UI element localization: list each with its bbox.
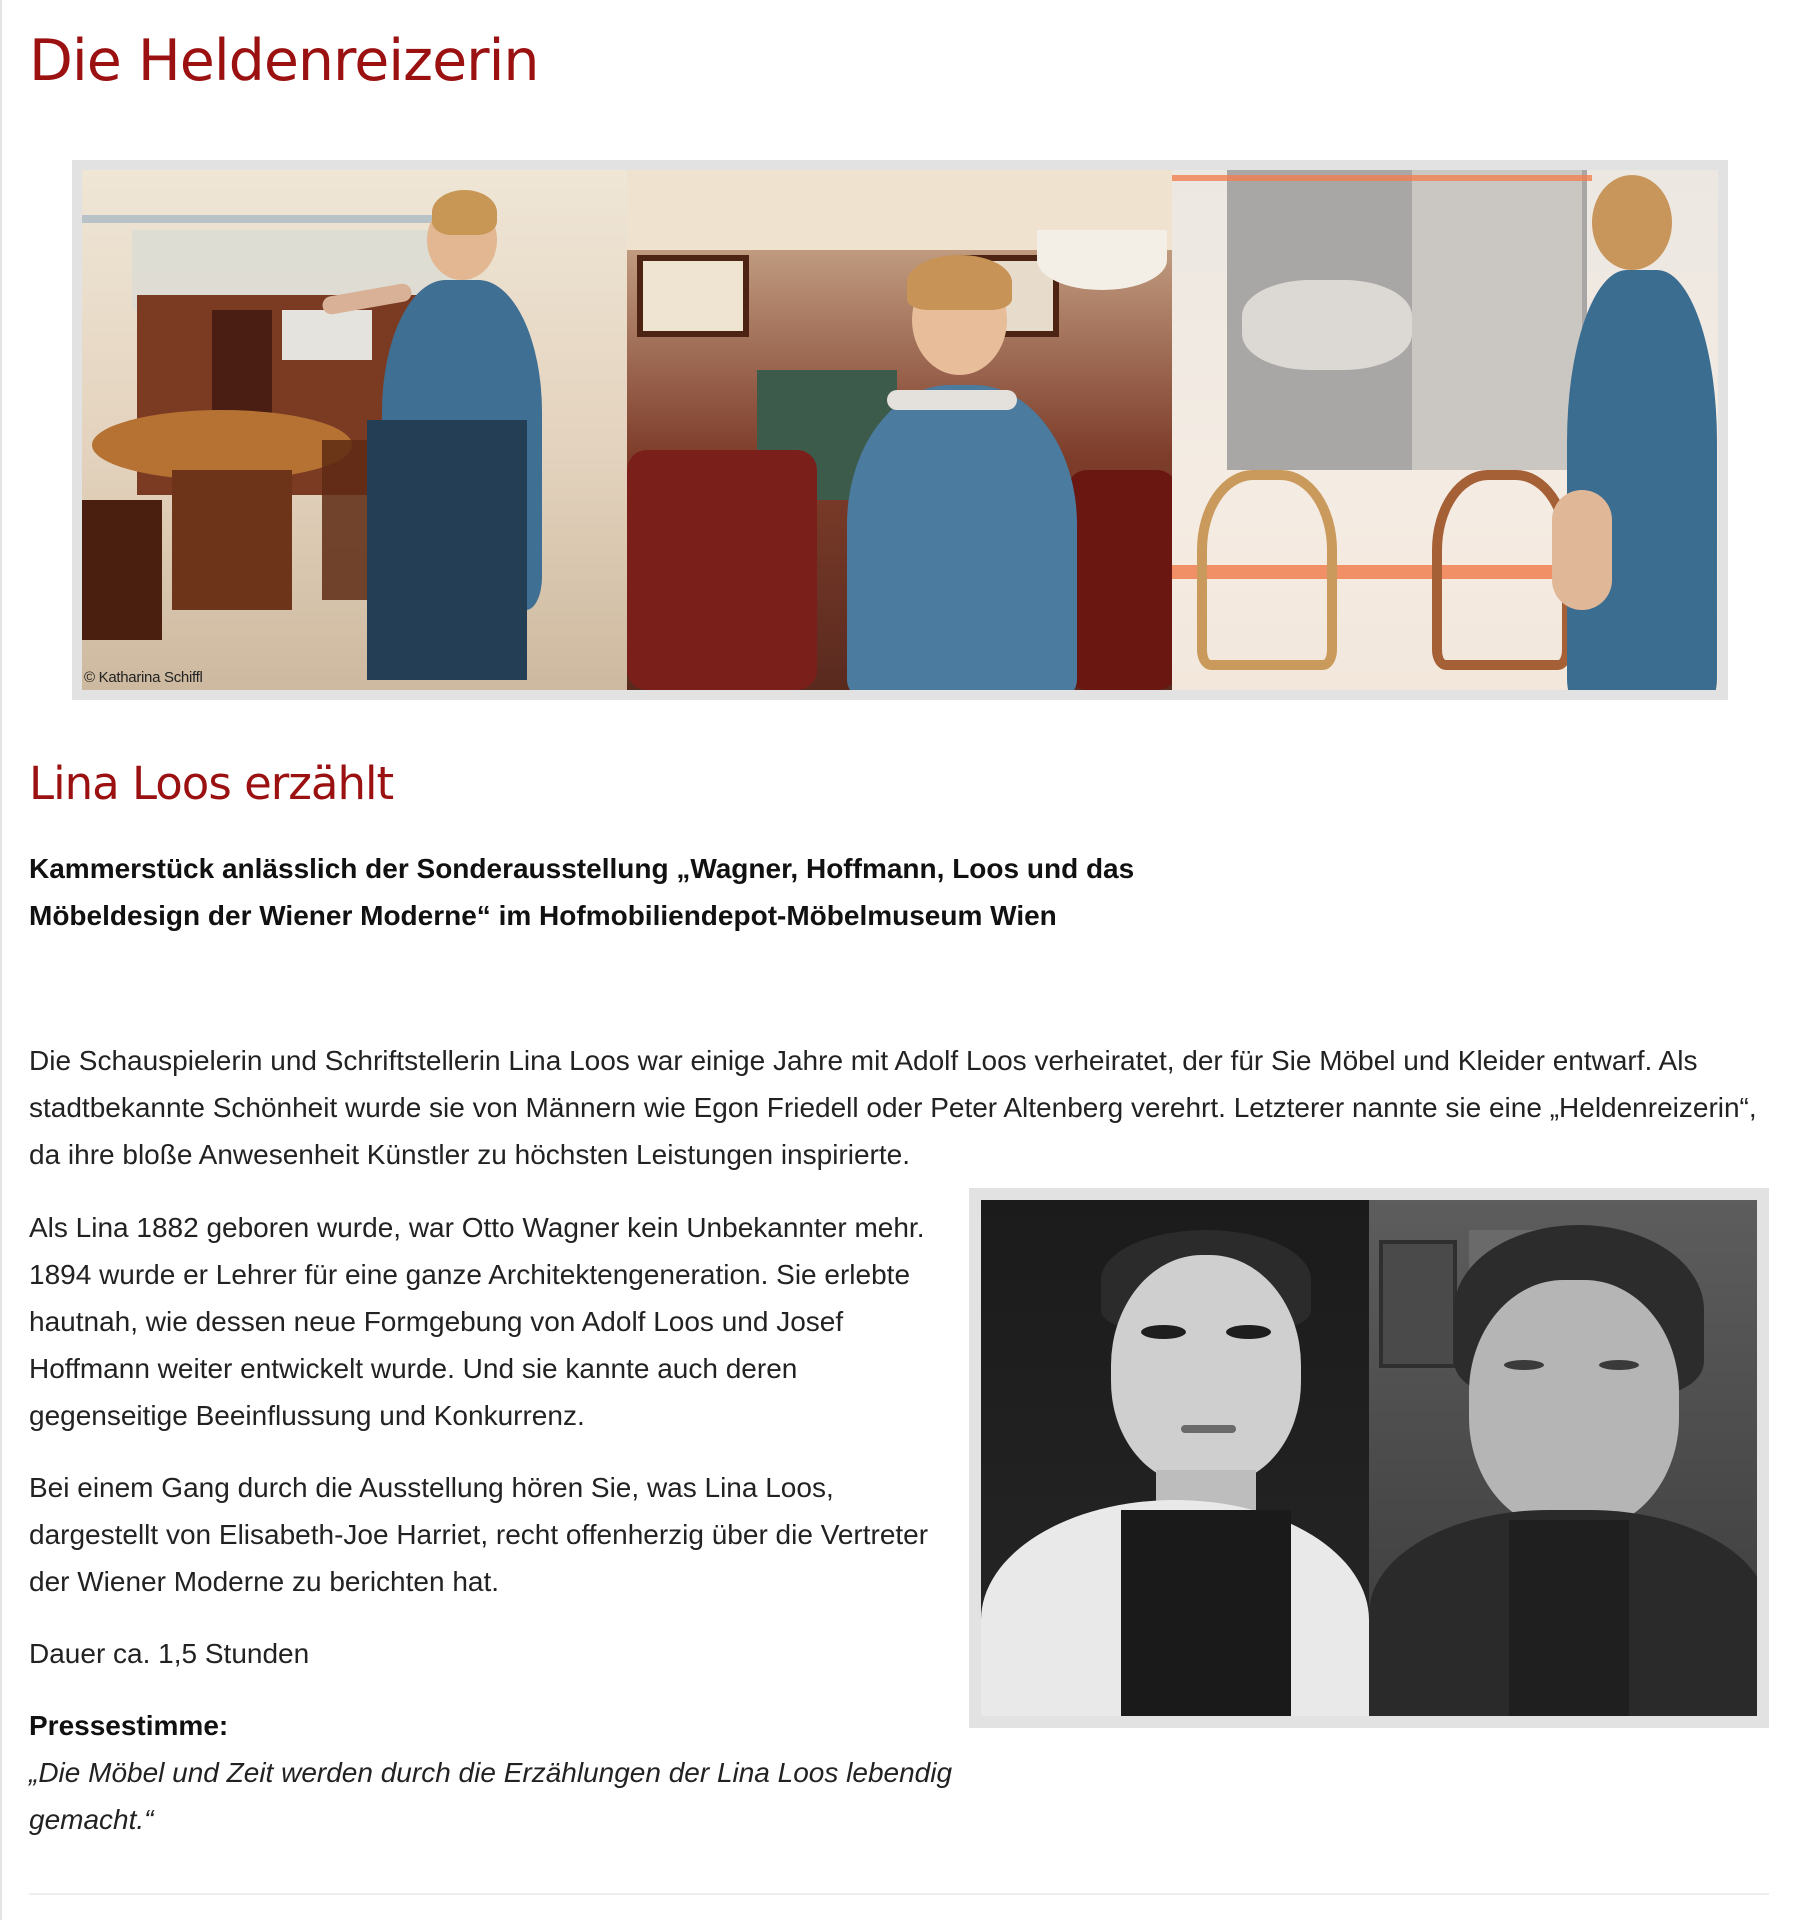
divider: [29, 1893, 1769, 1895]
page-title: Die Heldenreizerin: [29, 28, 539, 94]
banner-image: [72, 160, 1728, 700]
press-label: Pressestimme:: [29, 1710, 229, 1741]
section-title: Lina Loos erzählt: [29, 757, 394, 810]
press-quote: „Die Möbel und Zeit werden durch die Erzählungen der Lina Loos lebendig gemacht.“: [29, 1757, 953, 1835]
paragraph-duration: Dauer ca. 1,5 Stunden: [29, 1638, 310, 1669]
paragraph-wagner: Als Lina 1882 geboren wurde, war Otto Wagner kein Unbekannter mehr. 1894 wurde er Lehrer für eine ganze Architektengeneration. Sie erlebte hautnah, wie dessen neue Formgebung von Adolf Loos und Josef Hoffmann weiter entwickelt wurde. Und sie kannte auch deren gegenseitige Beeinflussung und Konkurrenz.: [29, 1212, 925, 1431]
photo-credit: © Katharina Schiffl: [84, 669, 203, 686]
press-quote-block: [29, 1702, 959, 1843]
portrait-image: [969, 1188, 1769, 1728]
lead-text: Kammerstück anlässlich der Sonderausstellung „Wagner, Hoffmann, Loos und das Möbeldesign der Wiener Moderne“ im Hofmobiliendepot-Möbelmuseum Wien: [29, 853, 1135, 931]
banner-photo-dining-room: [82, 170, 627, 690]
banner-photo-chairs: [1172, 170, 1718, 690]
intro-paragraph: Die Schauspielerin und Schriftstellerin Lina Loos war einige Jahre mit Adolf Loos verheiratet, der für Sie Möbel und Kleider entwarf. Als stadtbekannte Schönheit wurde sie von Männern wie Egon Friedell oder Peter Altenberg verehrt. Letzterer nannte sie eine „Heldenreizerin“, da ihre bloße Anwesenheit Künstler zu höchsten Leistungen inspirierte.: [29, 1045, 1757, 1170]
banner-photo-seated: [627, 170, 1172, 690]
paragraph-exhibition: Bei einem Gang durch die Ausstellung hören Sie, was Lina Loos, dargestellt von Elisabeth-Joe Harriet, recht offenherzig über die Vertreter der Wiener Moderne zu berichten hat.: [29, 1472, 929, 1597]
portrait-young: [981, 1200, 1369, 1716]
portrait-old: [1369, 1200, 1757, 1716]
body-column: [29, 1204, 959, 1868]
